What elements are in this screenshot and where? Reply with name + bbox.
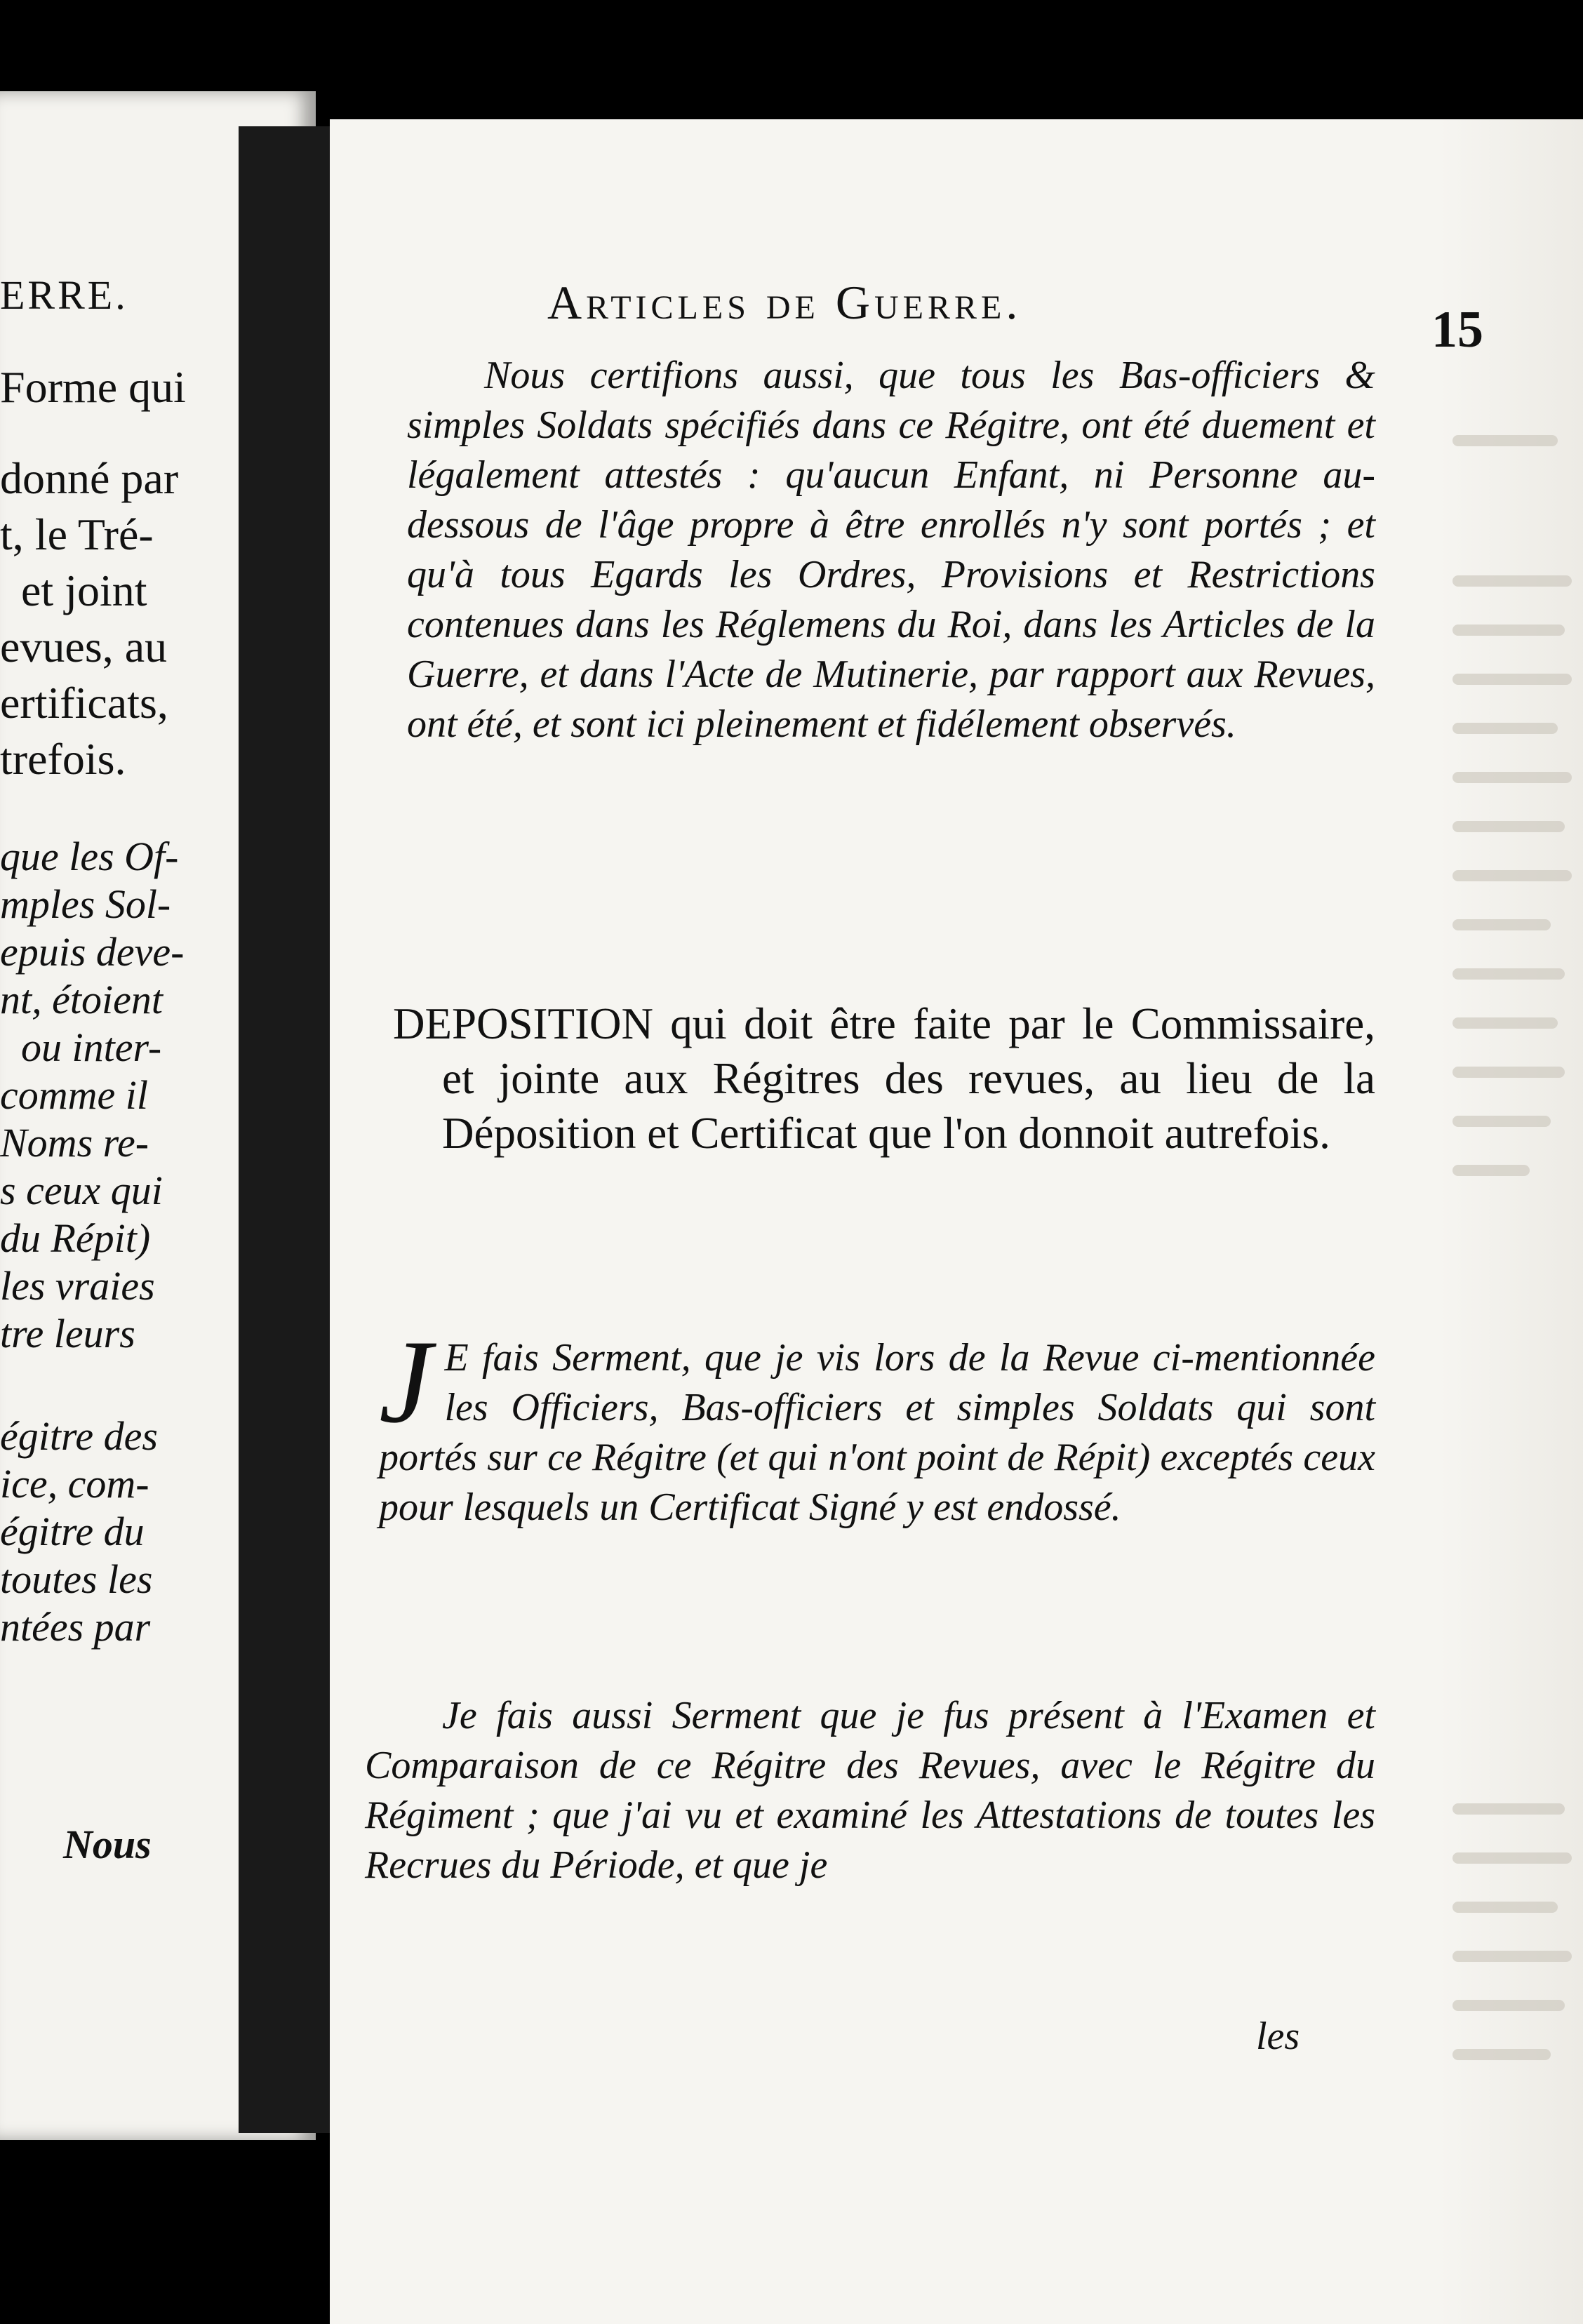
certification-paragraph: [407, 351, 1375, 749]
ghost-line: [1452, 1902, 1558, 1913]
left-line: Forme qui: [0, 362, 186, 412]
book-gutter: [239, 126, 330, 2133]
ghost-line: [1452, 625, 1565, 636]
paragraph-text: Nous certifions aussi, que tous les Bas-officiers & simples Soldats spécifiés dans ce Régitre, ont été duement et légalement attestés : qu'aucun Enfant, ni Personne au-dessous de l'âge propre à être enrollés n'y sont portés ; et qu'à tous Egards les Ordres, Provisions et Restrictions contenues dans les Réglemens du Roi, dans les Articles de la Guerre, et dans l'Acte de Mutinerie, par rapport aux Revues, ont été, et sont ici pleinement et fidélement observés.: [407, 354, 1375, 746]
left-italic-line: nt, étoient: [0, 977, 163, 1022]
left-line: t, le Tré-: [0, 509, 154, 559]
ghost-line: [1452, 2049, 1551, 2060]
ghost-line: [1452, 723, 1558, 734]
ghost-line: [1452, 772, 1572, 783]
running-head: Articles de Guerre.: [547, 276, 1022, 329]
catchword: les: [1256, 2015, 1300, 2058]
ghost-line: [1452, 674, 1572, 685]
left-italic-line: tre leurs: [0, 1311, 135, 1356]
ghost-line: [1452, 968, 1565, 980]
ghost-line: [1452, 821, 1565, 832]
left-italic-line: les vraies: [0, 1263, 155, 1309]
left-italic-line: ou inter-: [21, 1024, 162, 1070]
left-line: donné par: [0, 453, 179, 503]
bleed-through-column: [1438, 119, 1583, 2324]
left-italic-line: ntées par: [0, 1604, 151, 1650]
ghost-line: [1452, 575, 1572, 587]
page-number: 15: [1431, 301, 1483, 359]
left-italic-line: égitre du: [0, 1509, 145, 1554]
left-italic-line: mples Sol-: [0, 881, 171, 927]
left-italic-line: s ceux qui: [0, 1168, 163, 1213]
ghost-line: [1452, 1067, 1565, 1078]
left-italic-line: toutes les: [0, 1556, 153, 1602]
ghost-line: [1452, 1017, 1558, 1029]
ghost-line: [1452, 1852, 1572, 1864]
ghost-line: [1452, 1165, 1530, 1176]
deposition-heading: [393, 996, 1375, 1161]
left-italic-line: du Répit): [0, 1215, 151, 1261]
ghost-line: [1452, 1951, 1572, 1962]
left-italic-line: Noms re-: [0, 1120, 149, 1166]
heading-text: DEPOSITION qui doit être faite par le Commissaire, et jointe aux Régitres des revues, au lieu de la Déposition et Certificat que l'on donnoit autrefois.: [393, 999, 1375, 1158]
left-italic-line: comme il: [0, 1072, 148, 1118]
paragraph-text: E fais Serment, que je vis lors de la Revue ci-mentionnée les Officiers, Bas-officiers et simples Soldats qui sont portés sur ce Régitre (et qui n'ont point de Répit) exceptés ceux pour lesquels un Certificat Signé y est endossé.: [379, 1336, 1375, 1529]
ghost-line: [1452, 870, 1572, 881]
right-page: [330, 119, 1583, 2324]
left-line: ertificats,: [0, 678, 168, 728]
paragraph-text: Je fais aussi Serment que je fus présent à l'Examen et Comparaison de ce Régitre des Revues, avec le Régitre du Régiment ; que j'ai vu et examiné les Attestations de toutes les Recrues du Période, et que je: [365, 1694, 1375, 1887]
left-italic-line: que les Of-: [0, 834, 179, 879]
left-catchword: Nous: [63, 1822, 152, 1867]
left-line: et joint: [21, 566, 147, 615]
ghost-line: [1452, 1803, 1565, 1815]
left-line: evues, au: [0, 622, 168, 672]
left-line: trefois.: [0, 734, 126, 784]
left-italic-line: égitre des: [0, 1413, 158, 1459]
ghost-line: [1452, 2000, 1565, 2011]
ghost-line: [1452, 435, 1558, 446]
oath-paragraph: [379, 1316, 1375, 1532]
left-italic-line: epuis deve-: [0, 929, 185, 975]
left-italic-line: ice, com-: [0, 1461, 149, 1507]
left-running-head: ERRE.: [0, 272, 128, 318]
oath-paragraph-2: [365, 1691, 1375, 1890]
drop-cap: J: [379, 1316, 432, 1448]
ghost-line: [1452, 919, 1551, 930]
ghost-line: [1452, 1116, 1551, 1127]
